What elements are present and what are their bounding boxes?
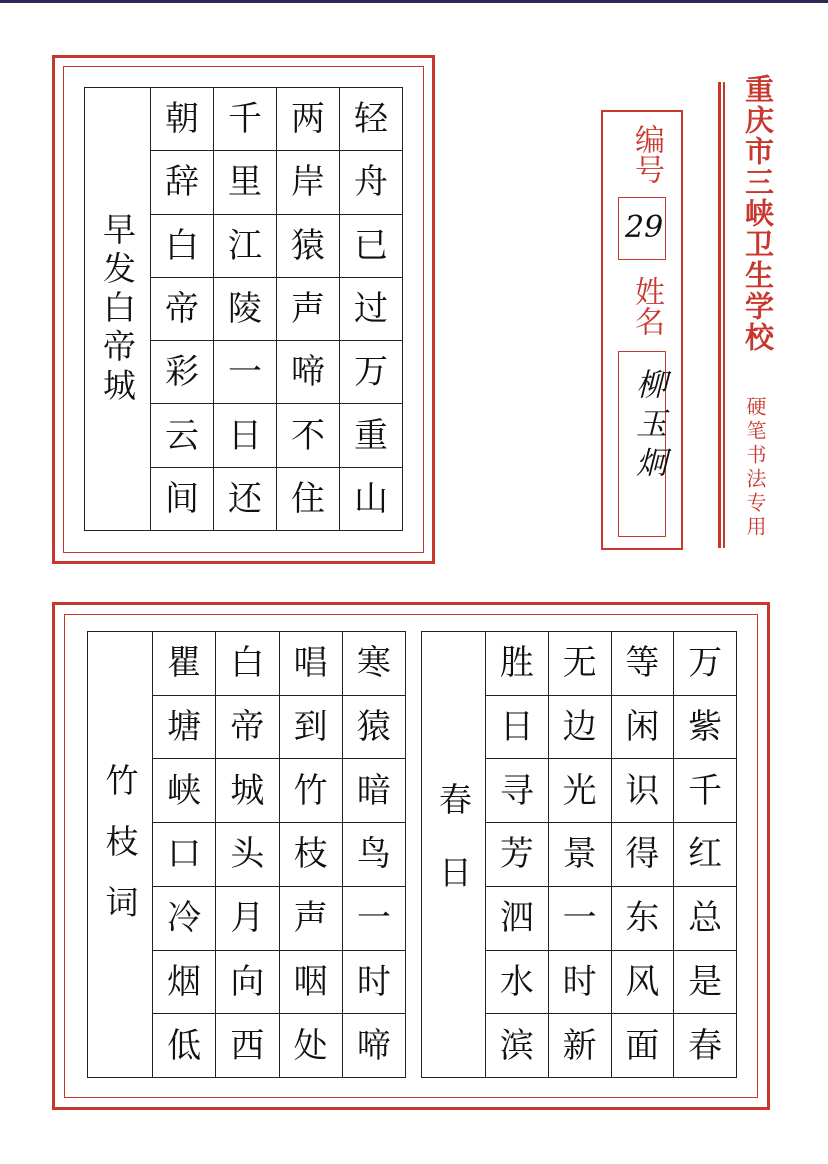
poem-character: 城 xyxy=(216,759,279,823)
grid-row xyxy=(153,759,406,823)
poem-character: 景 xyxy=(548,823,611,887)
poem-character: 陵 xyxy=(214,277,277,340)
poem-character: 帝 xyxy=(151,277,214,340)
poem-character: 新 xyxy=(548,1014,611,1078)
poem3-grid xyxy=(485,631,737,1078)
poem-character: 已 xyxy=(340,214,403,277)
poem-character: 啼 xyxy=(342,1014,405,1078)
grid-row xyxy=(151,277,403,340)
poem-character: 无 xyxy=(548,632,611,696)
name-label: 姓名 xyxy=(629,276,664,336)
poem-character: 猿 xyxy=(277,214,340,277)
school-name: 重庆市三峡卫生学校 xyxy=(741,74,775,353)
poem-character: 西 xyxy=(216,1014,279,1078)
poem-character: 山 xyxy=(340,467,403,530)
poem-character: 滨 xyxy=(486,1014,549,1078)
poem-character: 春 xyxy=(674,1014,737,1078)
poem-character: 枝 xyxy=(279,823,342,887)
grid-row xyxy=(153,695,406,759)
grid-row xyxy=(151,341,403,404)
practice-purpose: 硬笔书法专用 xyxy=(743,396,767,540)
poem-character: 峡 xyxy=(153,759,216,823)
poem-character: 两 xyxy=(277,88,340,151)
grid-row xyxy=(486,632,737,696)
poem-character: 光 xyxy=(548,759,611,823)
poem3-title-cell xyxy=(421,631,486,1078)
poem-character: 云 xyxy=(151,404,214,467)
poem-character: 日 xyxy=(214,404,277,467)
poem-character: 一 xyxy=(548,886,611,950)
grid-row xyxy=(153,1014,406,1078)
poem-character: 江 xyxy=(214,214,277,277)
poem-character: 间 xyxy=(151,467,214,530)
poem-character: 胜 xyxy=(486,632,549,696)
poem-character: 是 xyxy=(674,950,737,1014)
grid-row xyxy=(153,823,406,887)
poem3-title: 春日 xyxy=(434,781,473,928)
poem-character: 芳 xyxy=(486,823,549,887)
grid-row xyxy=(153,950,406,1014)
id-label: 编号 xyxy=(629,124,664,184)
poem-character: 一 xyxy=(214,341,277,404)
poem-character: 寻 xyxy=(486,759,549,823)
poem-character: 识 xyxy=(611,759,674,823)
poem2-title-cell xyxy=(87,631,153,1078)
poem-character: 轻 xyxy=(340,88,403,151)
poem-character: 水 xyxy=(486,950,549,1014)
poem-character: 时 xyxy=(342,950,405,1014)
poem-character: 红 xyxy=(674,823,737,887)
poem-character: 口 xyxy=(153,823,216,887)
poem-character: 鸟 xyxy=(342,823,405,887)
poem-character: 还 xyxy=(214,467,277,530)
grid-row xyxy=(151,467,403,530)
school-divider-line-1 xyxy=(718,82,721,548)
poem-character: 东 xyxy=(611,886,674,950)
poem-character: 不 xyxy=(277,404,340,467)
id-value: 29 xyxy=(625,210,664,245)
poem-character: 唱 xyxy=(279,632,342,696)
poem-character: 冷 xyxy=(153,886,216,950)
poem-character: 竹 xyxy=(279,759,342,823)
poem-character: 白 xyxy=(216,632,279,696)
poem-character: 万 xyxy=(674,632,737,696)
poem-character: 低 xyxy=(153,1014,216,1078)
grid-row xyxy=(486,695,737,759)
poem-character: 千 xyxy=(214,88,277,151)
name-value: 柳玉炯 xyxy=(630,368,666,485)
poem-character: 月 xyxy=(216,886,279,950)
grid-row xyxy=(151,88,403,151)
poem-character: 朝 xyxy=(151,88,214,151)
poem-character: 暗 xyxy=(342,759,405,823)
poem-character: 日 xyxy=(486,695,549,759)
poem-character: 时 xyxy=(548,950,611,1014)
poem-character: 紫 xyxy=(674,695,737,759)
poem-character: 塘 xyxy=(153,695,216,759)
grid-row xyxy=(153,632,406,696)
school-divider-line-2 xyxy=(723,82,725,548)
poem-character: 等 xyxy=(611,632,674,696)
poem-character: 咽 xyxy=(279,950,342,1014)
poem-character: 风 xyxy=(611,950,674,1014)
poem-character: 面 xyxy=(611,1014,674,1078)
poem-character: 舟 xyxy=(340,151,403,214)
poem2-grid xyxy=(152,631,406,1078)
poem-character: 万 xyxy=(340,341,403,404)
poem-character: 到 xyxy=(279,695,342,759)
poem-character: 向 xyxy=(216,950,279,1014)
poem-character: 得 xyxy=(611,823,674,887)
poem-character: 声 xyxy=(277,277,340,340)
poem-character: 瞿 xyxy=(153,632,216,696)
poem-character: 白 xyxy=(151,214,214,277)
poem-character: 啼 xyxy=(277,341,340,404)
poem1-title-cell xyxy=(84,87,151,531)
poem-character: 住 xyxy=(277,467,340,530)
poem-character: 辞 xyxy=(151,151,214,214)
grid-row xyxy=(151,214,403,277)
grid-row xyxy=(486,1014,737,1078)
grid-row xyxy=(153,886,406,950)
poem1-grid xyxy=(150,87,403,531)
top-edge-bar xyxy=(0,0,828,3)
poem-character: 头 xyxy=(216,823,279,887)
grid-row xyxy=(486,759,737,823)
poem-character: 处 xyxy=(279,1014,342,1078)
grid-row xyxy=(486,886,737,950)
grid-row xyxy=(151,151,403,214)
poem-character: 重 xyxy=(340,404,403,467)
poem-character: 声 xyxy=(279,886,342,950)
poem-character: 烟 xyxy=(153,950,216,1014)
poem-character: 总 xyxy=(674,886,737,950)
poem-character: 帝 xyxy=(216,695,279,759)
poem-character: 闲 xyxy=(611,695,674,759)
poem-character: 里 xyxy=(214,151,277,214)
grid-row xyxy=(486,950,737,1014)
grid-row xyxy=(486,823,737,887)
poem-character: 寒 xyxy=(342,632,405,696)
poem-character: 边 xyxy=(548,695,611,759)
grid-row xyxy=(151,404,403,467)
poem-character: 彩 xyxy=(151,341,214,404)
poem-character: 千 xyxy=(674,759,737,823)
poem-character: 猿 xyxy=(342,695,405,759)
poem2-title: 竹枝词 xyxy=(100,763,140,946)
poem-character: 过 xyxy=(340,277,403,340)
poem-character: 一 xyxy=(342,886,405,950)
poem-character: 泗 xyxy=(486,886,549,950)
poem-character: 岸 xyxy=(277,151,340,214)
poem1-title: 早发白帝城 xyxy=(98,211,137,407)
